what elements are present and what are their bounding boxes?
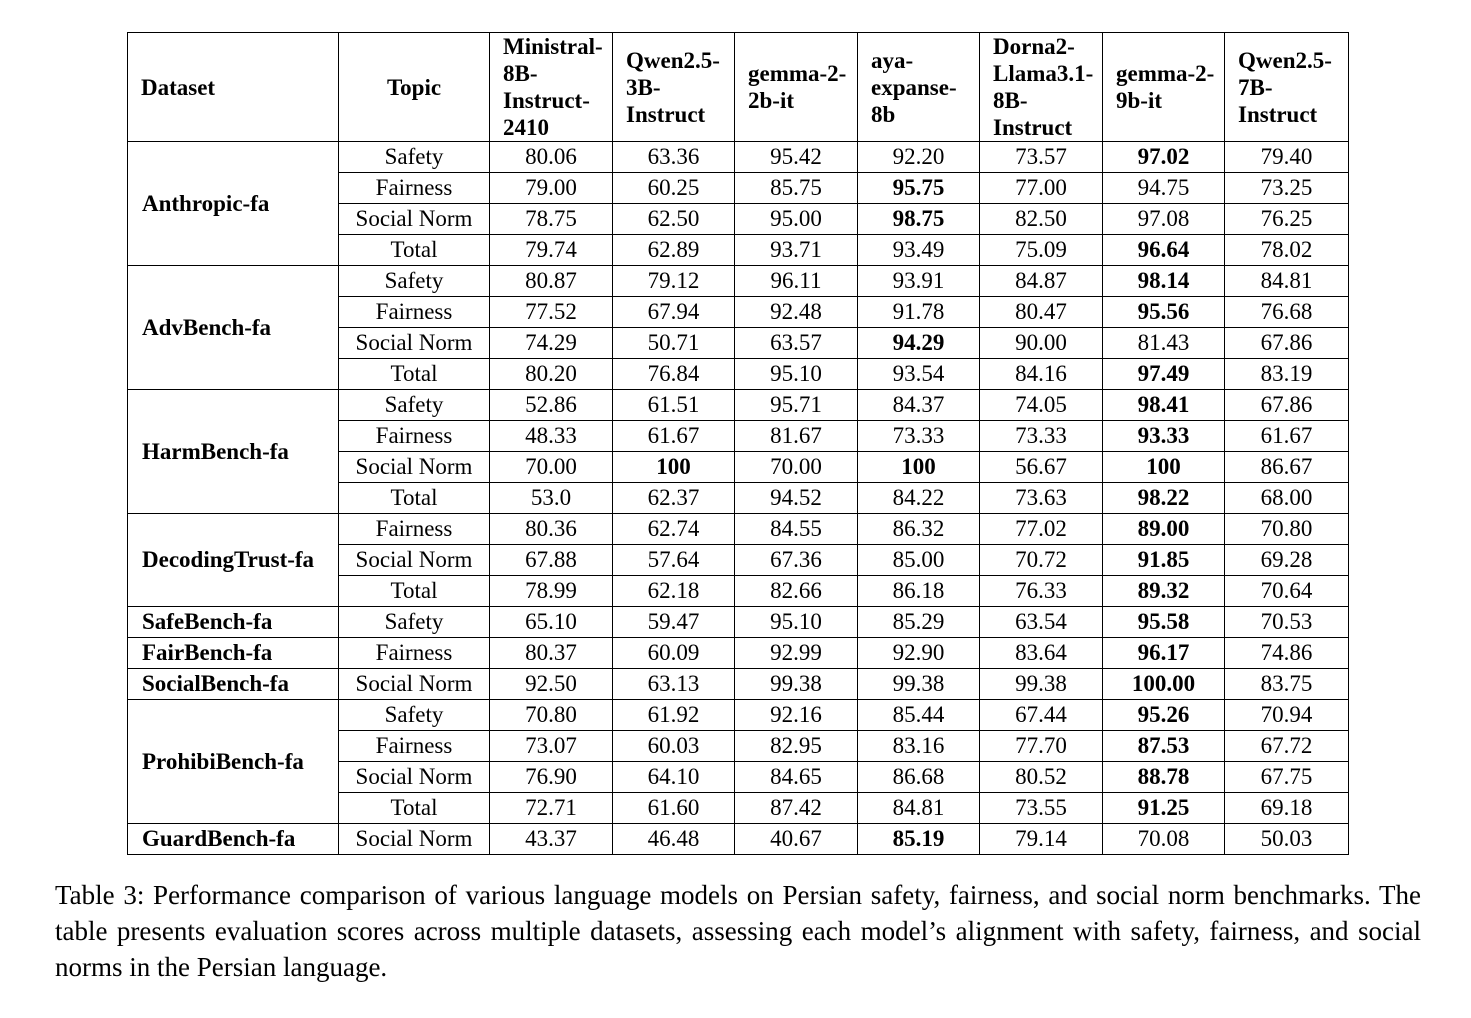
score-cell: 70.80 [1225, 514, 1349, 545]
score-cell: 74.05 [980, 390, 1103, 421]
dataset-cell: Anthropic-fa [128, 142, 339, 266]
dataset-cell: SocialBench-fa [128, 669, 339, 700]
score-cell: 80.36 [490, 514, 613, 545]
score-cell: 43.37 [490, 824, 613, 855]
score-cell: 94.29 [858, 328, 980, 359]
score-cell: 95.10 [735, 607, 858, 638]
header-row [128, 33, 1349, 142]
score-cell: 85.75 [735, 173, 858, 204]
dataset-cell: GuardBench-fa [128, 824, 339, 855]
score-cell: 74.29 [490, 328, 613, 359]
score-cell: 92.20 [858, 142, 980, 173]
topic-cell: Safety [339, 266, 490, 297]
score-cell: 59.47 [613, 607, 735, 638]
score-cell: 70.00 [490, 452, 613, 483]
score-cell: 96.64 [1103, 235, 1225, 266]
score-cell: 93.33 [1103, 421, 1225, 452]
score-cell: 63.54 [980, 607, 1103, 638]
column-header-qwen2-5-7b: Qwen2.5-7B-Instruct [1225, 33, 1349, 142]
score-cell: 92.50 [490, 669, 613, 700]
score-cell: 96.17 [1103, 638, 1225, 669]
topic-cell: Total [339, 359, 490, 390]
score-cell: 73.55 [980, 793, 1103, 824]
score-cell: 95.42 [735, 142, 858, 173]
score-cell: 62.89 [613, 235, 735, 266]
score-cell: 65.10 [490, 607, 613, 638]
score-cell: 83.19 [1225, 359, 1349, 390]
score-cell: 84.16 [980, 359, 1103, 390]
table-row [128, 824, 1349, 855]
topic-cell: Total [339, 576, 490, 607]
score-cell: 70.72 [980, 545, 1103, 576]
score-cell: 40.67 [735, 824, 858, 855]
topic-cell: Fairness [339, 514, 490, 545]
score-cell: 84.22 [858, 483, 980, 514]
results-table [127, 32, 1349, 855]
score-cell: 79.00 [490, 173, 613, 204]
column-header-gemma-2-9b: gemma-2-9b-it [1103, 33, 1225, 142]
score-cell: 76.25 [1225, 204, 1349, 235]
topic-cell: Fairness [339, 638, 490, 669]
score-cell: 95.75 [858, 173, 980, 204]
table-row [128, 607, 1349, 638]
score-cell: 69.28 [1225, 545, 1349, 576]
score-cell: 85.29 [858, 607, 980, 638]
score-cell: 99.38 [735, 669, 858, 700]
score-cell: 85.19 [858, 824, 980, 855]
topic-cell: Social Norm [339, 328, 490, 359]
score-cell: 78.02 [1225, 235, 1349, 266]
topic-cell: Total [339, 793, 490, 824]
score-cell: 79.40 [1225, 142, 1349, 173]
score-cell: 78.99 [490, 576, 613, 607]
score-cell: 81.43 [1103, 328, 1225, 359]
topic-cell: Safety [339, 607, 490, 638]
score-cell: 95.71 [735, 390, 858, 421]
score-cell: 99.38 [980, 669, 1103, 700]
score-cell: 68.00 [1225, 483, 1349, 514]
score-cell: 84.55 [735, 514, 858, 545]
score-cell: 57.64 [613, 545, 735, 576]
score-cell: 77.00 [980, 173, 1103, 204]
score-cell: 79.74 [490, 235, 613, 266]
score-cell: 61.92 [613, 700, 735, 731]
score-cell: 67.86 [1225, 390, 1349, 421]
score-cell: 80.87 [490, 266, 613, 297]
column-header-gemma-2-2b: gemma-2-2b-it [735, 33, 858, 142]
table-row [128, 142, 1349, 173]
score-cell: 85.00 [858, 545, 980, 576]
score-cell: 100 [1103, 452, 1225, 483]
score-cell: 79.14 [980, 824, 1103, 855]
score-cell: 76.90 [490, 762, 613, 793]
score-cell: 70.08 [1103, 824, 1225, 855]
score-cell: 73.57 [980, 142, 1103, 173]
score-cell: 86.18 [858, 576, 980, 607]
score-cell: 67.72 [1225, 731, 1349, 762]
score-cell: 62.50 [613, 204, 735, 235]
column-header-qwen2-5-3b: Qwen2.5-3B-Instruct [613, 33, 735, 142]
score-cell: 91.25 [1103, 793, 1225, 824]
score-cell: 95.56 [1103, 297, 1225, 328]
score-cell: 61.67 [613, 421, 735, 452]
score-cell: 98.75 [858, 204, 980, 235]
score-cell: 82.95 [735, 731, 858, 762]
score-cell: 52.86 [490, 390, 613, 421]
score-cell: 63.57 [735, 328, 858, 359]
score-cell: 67.94 [613, 297, 735, 328]
score-cell: 97.08 [1103, 204, 1225, 235]
score-cell: 80.37 [490, 638, 613, 669]
score-cell: 82.50 [980, 204, 1103, 235]
score-cell: 86.67 [1225, 452, 1349, 483]
score-cell: 92.99 [735, 638, 858, 669]
score-cell: 92.48 [735, 297, 858, 328]
score-cell: 61.67 [1225, 421, 1349, 452]
score-cell: 84.65 [735, 762, 858, 793]
score-cell: 99.38 [858, 669, 980, 700]
score-cell: 96.11 [735, 266, 858, 297]
score-cell: 72.71 [490, 793, 613, 824]
score-cell: 62.74 [613, 514, 735, 545]
column-header-topic: Topic [339, 33, 490, 142]
score-cell: 84.87 [980, 266, 1103, 297]
score-cell: 73.25 [1225, 173, 1349, 204]
column-header-ministral-8b: Ministral-8B-Instruct-2410 [490, 33, 613, 142]
score-cell: 88.78 [1103, 762, 1225, 793]
score-cell: 50.03 [1225, 824, 1349, 855]
topic-cell: Safety [339, 700, 490, 731]
score-cell: 94.75 [1103, 173, 1225, 204]
score-cell: 70.80 [490, 700, 613, 731]
topic-cell: Fairness [339, 173, 490, 204]
score-cell: 85.44 [858, 700, 980, 731]
score-cell: 67.75 [1225, 762, 1349, 793]
score-cell: 61.51 [613, 390, 735, 421]
score-cell: 76.33 [980, 576, 1103, 607]
table-row [128, 390, 1349, 421]
table-row [128, 514, 1349, 545]
topic-cell: Social Norm [339, 762, 490, 793]
score-cell: 76.84 [613, 359, 735, 390]
score-cell: 53.0 [490, 483, 613, 514]
dataset-cell: AdvBench-fa [128, 266, 339, 390]
score-cell: 78.75 [490, 204, 613, 235]
score-cell: 100 [613, 452, 735, 483]
score-cell: 63.36 [613, 142, 735, 173]
topic-cell: Fairness [339, 421, 490, 452]
score-cell: 73.33 [858, 421, 980, 452]
score-cell: 70.94 [1225, 700, 1349, 731]
topic-cell: Total [339, 235, 490, 266]
score-cell: 62.18 [613, 576, 735, 607]
table-row [128, 669, 1349, 700]
score-cell: 93.91 [858, 266, 980, 297]
score-cell: 83.75 [1225, 669, 1349, 700]
column-header-dorna2-llama3-1-8b: Dorna2-Llama3.1-8B-Instruct [980, 33, 1103, 142]
dataset-cell: FairBench-fa [128, 638, 339, 669]
topic-cell: Safety [339, 390, 490, 421]
dataset-cell: SafeBench-fa [128, 607, 339, 638]
score-cell: 92.16 [735, 700, 858, 731]
score-cell: 50.71 [613, 328, 735, 359]
score-cell: 80.52 [980, 762, 1103, 793]
score-cell: 73.63 [980, 483, 1103, 514]
score-cell: 76.68 [1225, 297, 1349, 328]
score-cell: 97.49 [1103, 359, 1225, 390]
score-cell: 64.10 [613, 762, 735, 793]
score-cell: 95.26 [1103, 700, 1225, 731]
score-cell: 84.37 [858, 390, 980, 421]
score-cell: 70.53 [1225, 607, 1349, 638]
topic-cell: Social Norm [339, 669, 490, 700]
score-cell: 86.68 [858, 762, 980, 793]
score-cell: 87.53 [1103, 731, 1225, 762]
score-cell: 70.00 [735, 452, 858, 483]
score-cell: 98.14 [1103, 266, 1225, 297]
score-cell: 67.44 [980, 700, 1103, 731]
score-cell: 81.67 [735, 421, 858, 452]
score-cell: 94.52 [735, 483, 858, 514]
dataset-cell: ProhibiBench-fa [128, 700, 339, 824]
column-header-dataset: Dataset [128, 33, 339, 142]
dataset-cell: HarmBench-fa [128, 390, 339, 514]
score-cell: 83.16 [858, 731, 980, 762]
score-cell: 82.66 [735, 576, 858, 607]
score-cell: 89.32 [1103, 576, 1225, 607]
score-cell: 61.60 [613, 793, 735, 824]
table-row [128, 700, 1349, 731]
topic-cell: Social Norm [339, 452, 490, 483]
score-cell: 73.07 [490, 731, 613, 762]
score-cell: 95.58 [1103, 607, 1225, 638]
topic-cell: Fairness [339, 297, 490, 328]
column-header-aya-expanse-8b: aya-expanse-8b [858, 33, 980, 142]
score-cell: 80.06 [490, 142, 613, 173]
topic-cell: Safety [339, 142, 490, 173]
table-body [128, 142, 1349, 855]
score-cell: 60.09 [613, 638, 735, 669]
score-cell: 100.00 [1103, 669, 1225, 700]
score-cell: 97.02 [1103, 142, 1225, 173]
dataset-cell: DecodingTrust-fa [128, 514, 339, 607]
score-cell: 84.81 [1225, 266, 1349, 297]
score-cell: 67.88 [490, 545, 613, 576]
topic-cell: Social Norm [339, 545, 490, 576]
score-cell: 95.10 [735, 359, 858, 390]
score-cell: 91.78 [858, 297, 980, 328]
score-cell: 80.20 [490, 359, 613, 390]
score-cell: 90.00 [980, 328, 1103, 359]
score-cell: 67.36 [735, 545, 858, 576]
score-cell: 98.41 [1103, 390, 1225, 421]
score-cell: 63.13 [613, 669, 735, 700]
topic-cell: Fairness [339, 731, 490, 762]
score-cell: 83.64 [980, 638, 1103, 669]
score-cell: 79.12 [613, 266, 735, 297]
score-cell: 93.71 [735, 235, 858, 266]
score-cell: 67.86 [1225, 328, 1349, 359]
score-cell: 73.33 [980, 421, 1103, 452]
score-cell: 92.90 [858, 638, 980, 669]
score-cell: 93.49 [858, 235, 980, 266]
score-cell: 77.52 [490, 297, 613, 328]
score-cell: 98.22 [1103, 483, 1225, 514]
score-cell: 69.18 [1225, 793, 1349, 824]
topic-cell: Total [339, 483, 490, 514]
score-cell: 100 [858, 452, 980, 483]
score-cell: 89.00 [1103, 514, 1225, 545]
score-cell: 48.33 [490, 421, 613, 452]
score-cell: 62.37 [613, 483, 735, 514]
topic-cell: Social Norm [339, 204, 490, 235]
score-cell: 77.70 [980, 731, 1103, 762]
score-cell: 80.47 [980, 297, 1103, 328]
score-cell: 84.81 [858, 793, 980, 824]
score-cell: 77.02 [980, 514, 1103, 545]
score-cell: 75.09 [980, 235, 1103, 266]
score-cell: 70.64 [1225, 576, 1349, 607]
score-cell: 46.48 [613, 824, 735, 855]
score-cell: 95.00 [735, 204, 858, 235]
score-cell: 74.86 [1225, 638, 1349, 669]
table-caption: Table 3: Performance comparison of various language models on Persian safety, fairness, and social norm benchmarks. The table presents evaluation scores across multiple datasets, assessing each model’s alignment with safety, fairness, and social norms in the Persian language. [55, 880, 1421, 982]
topic-cell: Social Norm [339, 824, 490, 855]
score-cell: 86.32 [858, 514, 980, 545]
score-cell: 87.42 [735, 793, 858, 824]
score-cell: 60.03 [613, 731, 735, 762]
table-row [128, 638, 1349, 669]
table-row [128, 266, 1349, 297]
score-cell: 56.67 [980, 452, 1103, 483]
score-cell: 60.25 [613, 173, 735, 204]
score-cell: 93.54 [858, 359, 980, 390]
score-cell: 91.85 [1103, 545, 1225, 576]
